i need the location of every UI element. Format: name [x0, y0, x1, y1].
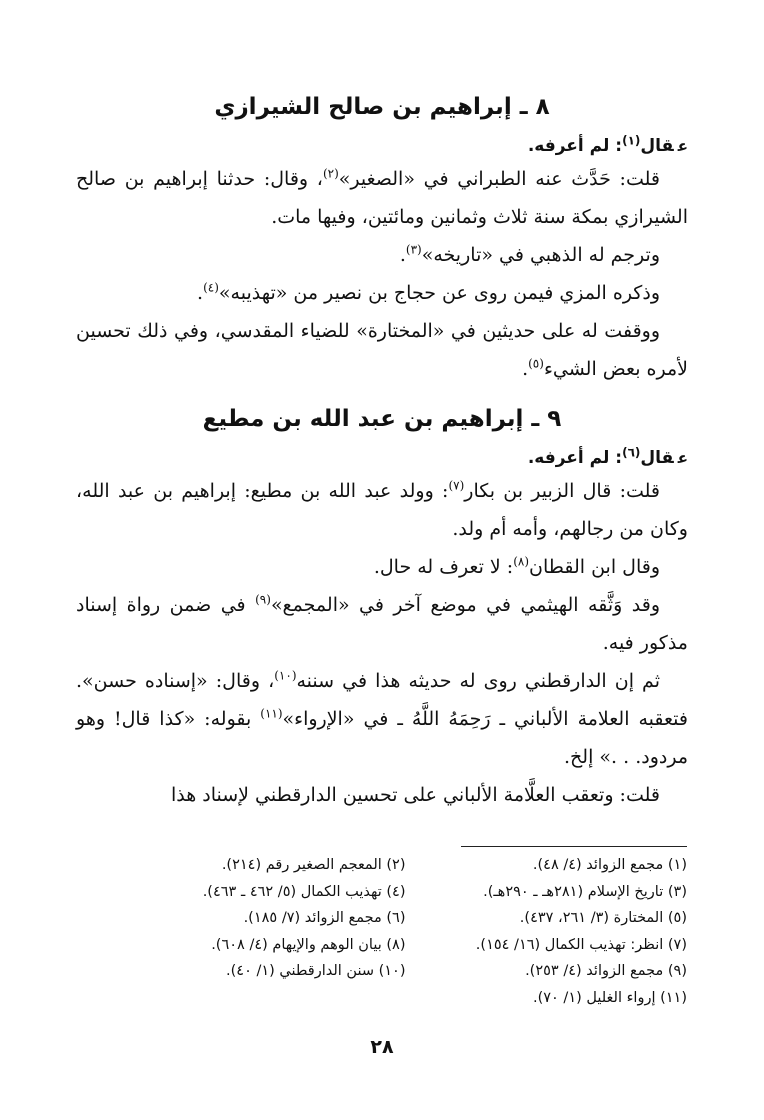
text-span: وذكره المزي فيمن روى عن حجاج بن نصير من «تهذيبه»: [218, 282, 660, 304]
footnote-1: (١) مجمع الزوائد (٤/ ٤٨).: [532, 857, 687, 873]
text-span: .: [522, 358, 529, 380]
paragraph: [76, 472, 688, 548]
qal-line-8: [76, 132, 688, 160]
footnote-ref-10[interactable]: (١٠): [274, 668, 297, 683]
paragraph: [76, 548, 688, 586]
paragraph: [76, 586, 688, 662]
footnote-2: (٢) المعجم الصغير رقم (٢١٤).: [221, 857, 406, 873]
footnote-ref-11[interactable]: (١١): [260, 706, 283, 721]
paragraph: [76, 274, 688, 312]
footnote-6: (٦) مجمع الزوائد (٧/ ١٨٥).: [243, 910, 406, 926]
page-number: ٢٨: [370, 1036, 394, 1058]
text-span: : وولد عبد الله بن مطيع: إبراهيم بن عبد الله، وكان من رجالهم، وأمه أم ولد.: [76, 480, 688, 540]
qal-text: : لم أعرفه.: [527, 448, 623, 468]
paragraph: [76, 662, 688, 776]
text-span: ثم إن الدارقطني روى له حديثه هذا في سننه: [296, 670, 660, 692]
footnote-11: (١١) إرواء الغليل (١/ ٧٠).: [532, 989, 687, 1006]
text-span: ، وقال: حدثنا إبراهيم بن صالح الشيرازي بمكة سنة ثلاث وثمانين ومائتين، وفيها مات.: [76, 168, 688, 228]
text-span: .: [399, 244, 406, 266]
footnote-8: (٨) بيان الوهم والإيهام (٤/ ٦٠٨).: [211, 936, 406, 953]
qal-label: قال: [640, 448, 674, 468]
footnotes: [150, 852, 687, 1011]
text-span: بقوله: «كذا قال! وهو مردود. . .» إلخ.: [76, 708, 688, 768]
page-body: [76, 92, 688, 814]
paragraph: [76, 236, 688, 274]
footnote-ref-2[interactable]: (٢): [322, 166, 339, 181]
paragraph: [76, 312, 688, 388]
footnote-ref-6[interactable]: (٦): [622, 445, 641, 460]
footnote-ref-9[interactable]: (٩): [255, 592, 271, 607]
qal-label: قال: [640, 136, 674, 156]
text-span: ووقفت له على حديثين في «المختارة» للضياء المقدسي، وفي ذلك تحسين لأمره بعض الشيء: [76, 320, 688, 380]
text-span: قلت: حَدَّث عنه الطبراني في «الصغير»: [338, 168, 660, 190]
text-span: ، وقال: «إسناده حسن». فتعقبه العلامة الألباني ـ رَحِمَهُ اللَّهُ ـ في «الإرواء»: [76, 670, 688, 730]
paragraph: [76, 160, 688, 236]
footnote-ref-5[interactable]: (٥): [528, 356, 544, 371]
footnote-ref-4[interactable]: (٤): [203, 280, 219, 295]
footnote-3: (٣) تاريخ الإسلام (٢٨١هـ ـ ٢٩٠هـ).: [483, 883, 687, 900]
footnote-ref-1[interactable]: (١): [622, 133, 641, 148]
footnote-ref-3[interactable]: (٣): [405, 242, 422, 257]
footnote-7: (٧) انظر: تهذيب الكمال (١٦/ ١٥٤).: [475, 936, 687, 953]
text-span: .: [197, 282, 204, 304]
qal-line-9: [76, 444, 688, 472]
footnote-divider: [461, 846, 687, 847]
entry-heading-8: ٨ ـ إبراهيم بن صالح الشيرازي: [214, 94, 550, 120]
footnote-ref-7[interactable]: (٧): [448, 478, 465, 493]
footnote-4: (٤) تهذيب الكمال (٥/ ٤٦٢ ـ ٤٦٣).: [202, 883, 406, 900]
footnote-10: (١٠) سنن الدارقطني (١/ ٤٠).: [226, 963, 406, 979]
footnote-9: (٩) مجمع الزوائد (٤/ ٢٥٣).: [525, 963, 687, 979]
text-span: : لا تعرف له حال.: [373, 556, 514, 578]
qal-text: : لم أعرفه.: [527, 136, 623, 156]
footnote-5: (٥) المختارة (٣/ ٢٦١، ٤٣٧).: [519, 910, 687, 926]
paragraph: قلت: وتعقب العلَّامة الألباني على تحسين الدارقطني لإسناد هذا: [170, 784, 660, 806]
text-span: وقال ابن القطان: [529, 556, 660, 578]
ayn-symbol: ع: [677, 449, 688, 467]
footnote-ref-8[interactable]: (٨): [513, 554, 530, 569]
entry-heading-9: ٩ ـ إبراهيم بن عبد الله بن مطيع: [202, 406, 562, 432]
ayn-symbol: ع: [677, 137, 688, 155]
text-span: وترجم له الذهبي في «تاريخه»: [421, 244, 660, 266]
text-span: قلت: قال الزبير بن بكار: [464, 480, 660, 502]
text-span: في ضمن رواة إسناد مذكور فيه.: [76, 594, 688, 654]
text-span: وقد وَثَّقه الهيثمي في موضع آخر في «المجمع»: [270, 594, 660, 616]
